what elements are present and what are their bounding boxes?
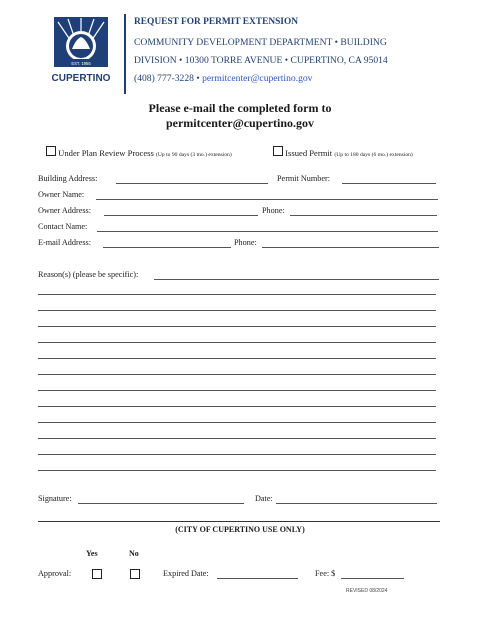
issued-permit-label: Issued Permit	[285, 148, 333, 158]
fee-input[interactable]	[341, 578, 404, 579]
owner-address-input[interactable]	[104, 215, 258, 216]
bullet: •	[196, 73, 200, 84]
contact-line	[134, 73, 312, 84]
cupertino-logo	[50, 16, 112, 86]
revision-note: REVISED 08/2024	[346, 588, 388, 594]
signature-input[interactable]	[78, 503, 244, 504]
approval-label: Approval:	[38, 569, 72, 578]
email-address-input[interactable]	[103, 247, 231, 248]
issued-permit-note: (Up to 180 days (6 mo.) extension)	[334, 152, 413, 158]
reason-line[interactable]	[38, 374, 436, 375]
office-use-divider	[38, 521, 440, 522]
reason-line[interactable]	[38, 406, 436, 407]
building-address-input[interactable]	[116, 183, 268, 184]
reason-line[interactable]	[38, 438, 436, 439]
plan-review-option[interactable]	[46, 146, 232, 158]
phone-label-1: Phone:	[262, 206, 285, 215]
expired-date-input[interactable]	[217, 578, 298, 579]
reason-line[interactable]	[38, 422, 436, 423]
permit-center-email-link[interactable]: permitcenter@cupertino.gov	[202, 73, 313, 84]
date-label: Date:	[255, 494, 273, 503]
office-use-heading: (CITY OF CUPERTINO USE ONLY)	[175, 525, 305, 534]
permit-number-label: Permit Number:	[277, 174, 330, 183]
signature-label: Signature:	[38, 494, 72, 503]
instruction-line-1: Please e-mail the completed form to	[148, 101, 332, 115]
address-line: DIVISION • 10300 TORRE AVENUE • CUPERTINO, CA 95014	[134, 55, 388, 66]
approval-yes-checkbox[interactable]	[92, 569, 102, 579]
contact-name-label: Contact Name:	[38, 222, 88, 231]
yes-heading: Yes	[86, 549, 98, 558]
issued-permit-option[interactable]	[273, 146, 413, 158]
reason-line[interactable]	[38, 310, 436, 311]
owner-name-label: Owner Name:	[38, 190, 85, 199]
building-address-label: Building Address:	[38, 174, 98, 183]
reason-line[interactable]	[38, 358, 436, 359]
form-title: REQUEST FOR PERMIT EXTENSION	[134, 17, 299, 27]
owner-name-input[interactable]	[96, 199, 438, 200]
plan-review-note: (Up to 90 days (3 mo.) extension)	[156, 152, 232, 158]
reason-line[interactable]	[38, 390, 436, 391]
reasons-input-line[interactable]	[154, 279, 439, 280]
issued-permit-checkbox[interactable]	[273, 146, 283, 156]
approval-no-checkbox[interactable]	[130, 569, 140, 579]
instruction-line-2: permitcenter@cupertino.gov	[165, 116, 315, 130]
reasons-label: Reason(s) (please be specific):	[38, 270, 139, 279]
phone-text: (408) 777-3228	[134, 73, 194, 84]
owner-address-label: Owner Address:	[38, 206, 91, 215]
reason-line[interactable]	[38, 294, 436, 295]
contact-name-input[interactable]	[97, 231, 438, 232]
header-divider	[124, 14, 126, 94]
no-heading: No	[129, 549, 139, 558]
reason-line[interactable]	[38, 326, 436, 327]
plan-review-checkbox[interactable]	[46, 146, 56, 156]
reason-line[interactable]	[38, 454, 436, 455]
department-line: COMMUNITY DEVELOPMENT DEPARTMENT • BUILDING	[134, 37, 387, 48]
reason-line[interactable]	[38, 470, 436, 471]
expired-date-label: Expired Date:	[163, 569, 209, 578]
reason-line[interactable]	[38, 342, 436, 343]
phone-input-1[interactable]	[290, 215, 437, 216]
phone-input-2[interactable]	[262, 247, 439, 248]
date-input[interactable]	[276, 503, 437, 504]
svg-text:EST. 1955: EST. 1955	[71, 61, 91, 66]
fee-label: Fee: $	[315, 569, 336, 578]
permit-number-input[interactable]	[342, 183, 436, 184]
email-address-label: E-mail Address:	[38, 238, 91, 247]
phone-label-2: Phone:	[234, 238, 257, 247]
svg-text:CUPERTINO: CUPERTINO	[51, 73, 111, 84]
plan-review-label: Under Plan Review Process	[58, 148, 154, 158]
